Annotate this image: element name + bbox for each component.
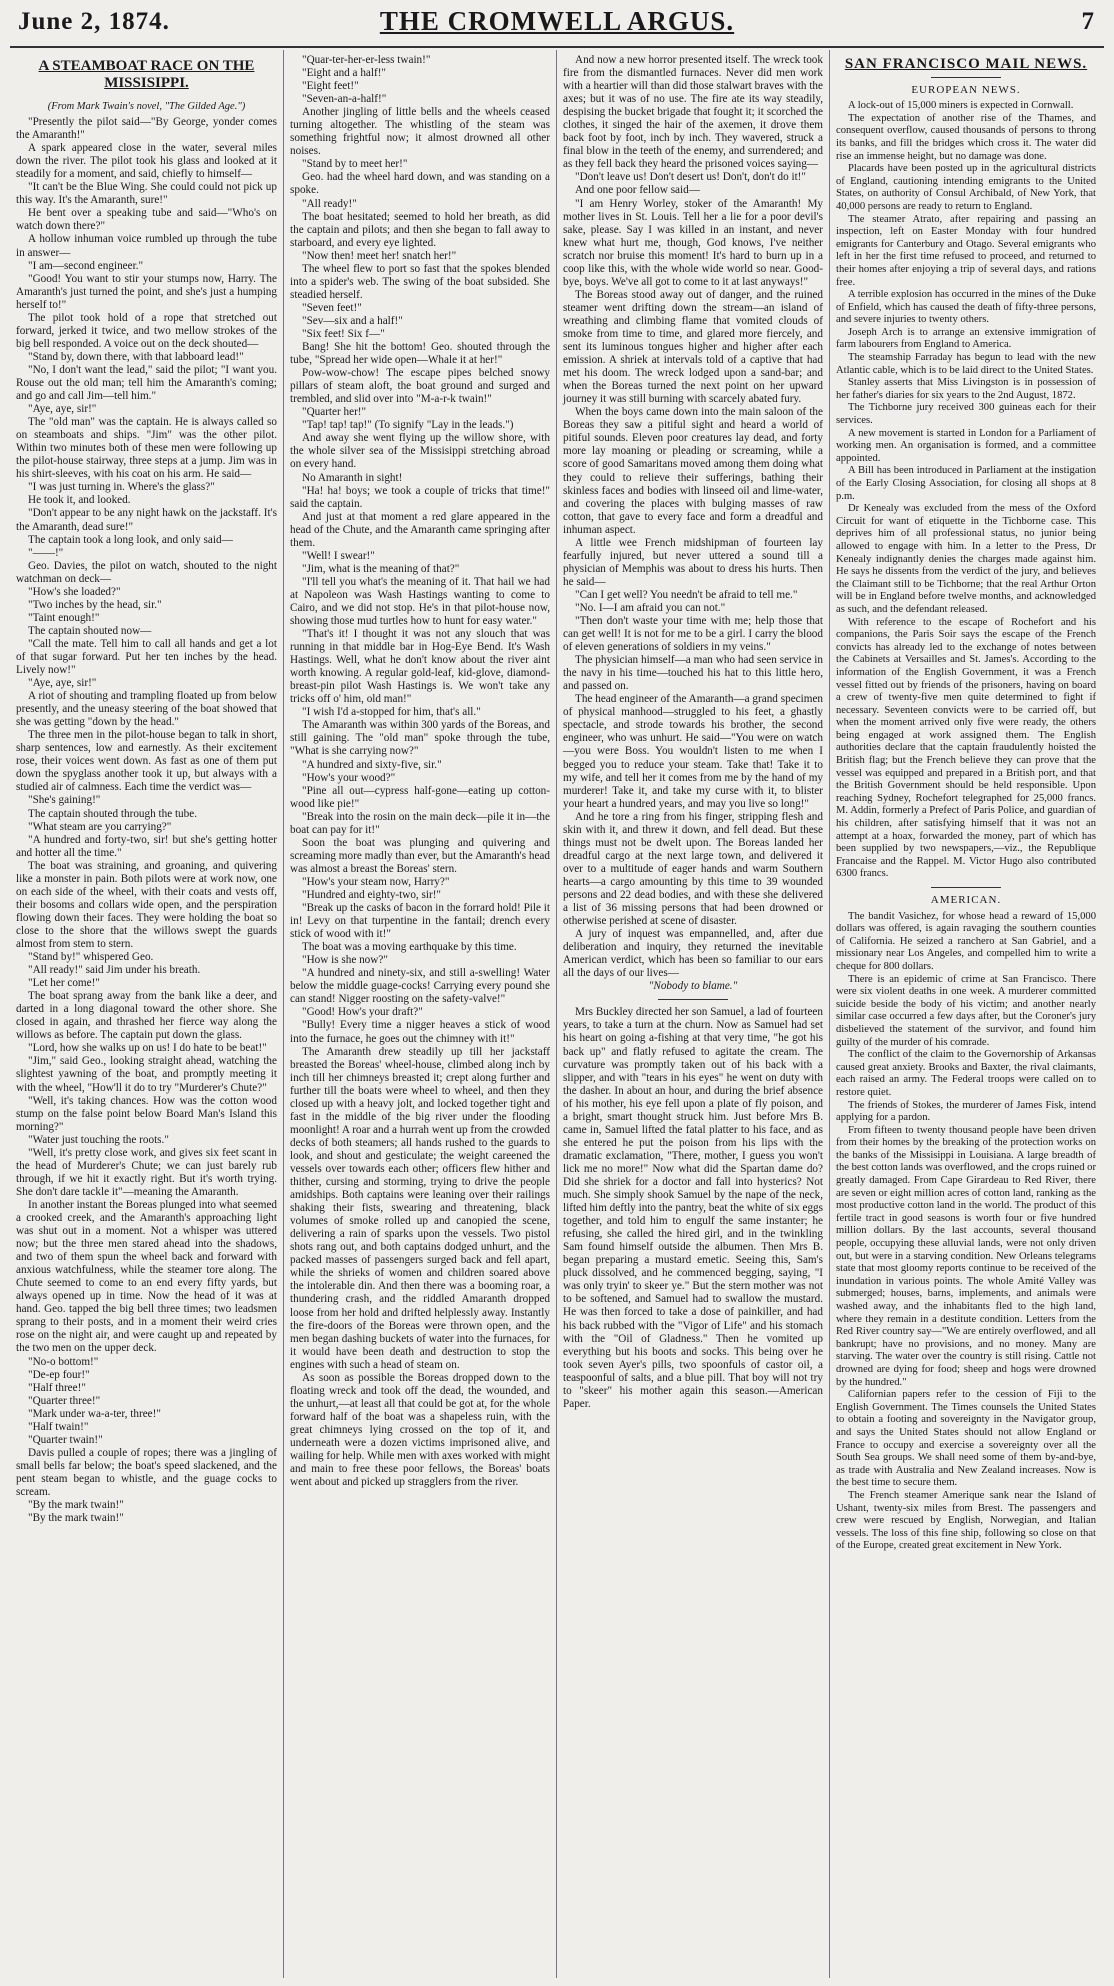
paragraph: And now a new horror presented itself. The wreck took fire from the dismantled furnaces. Never did men work with a heartier will than did those stalwart braves with the axes; but it was of no use. The fire ate its way steadily, despising the bucket brigade that fought it; it scorched the clothes, it singed the hair of the axemen, it drove them back foot by foot, inch by inch. They wavered, struck a final blow in the teeth of the enemy, and surrendered; and as they fell back they heard the prisoned voices saying— <box>563 54 823 171</box>
paragraph: "Can I get well? You needn't be afraid to tell me." <box>575 588 798 601</box>
paragraph: "I'll tell you what's the meaning of it. That hail we had at Napoleon was Wash Hastings wanting to come to Cairo, and we did not stop. He's in that pilot-house now, showing those mud turtles how to hunt for easy water." <box>290 575 550 628</box>
paragraph: "No. I—I am afraid you can not." <box>575 601 726 614</box>
paragraph: "No-o bottom!" <box>28 1355 99 1368</box>
paragraph: Geo. Davies, the pilot on watch, shouted to the night watchman on deck— <box>16 559 277 585</box>
paragraph: "Half three!" <box>28 1381 86 1394</box>
column-4 <box>829 50 1102 1978</box>
article-body-continued <box>290 54 550 1489</box>
paragraph: "No, I don't want the lead," said the pilot; "I want you. Rouse out the old man; tell him the Amaranth's coming; and go and call Jim—tell him." <box>16 363 277 403</box>
news-item: The steamer Atrato, after repairing and passing an inspection, left on Easter Monday with four hundred emigrants for Canterbury and Otago. Several emigrants who left in her the first time refused to proceed, and returned to their homes after enjoying a trip of several days, and rations free. <box>836 213 1096 288</box>
page-number: 7 <box>1081 8 1094 35</box>
paragraph: The boat was a moving earthquake by this time. <box>302 941 517 954</box>
paragraph: The "old man" was the captain. He is always called so on steamboats and ships. "Jim" was the other pilot. Within two minutes both of these men were following up the pilot-house stairway, three steps at a jump. Jim was in his shirt-sleeves, with his coat on his arm. He said— <box>16 416 277 481</box>
paragraph: "Break into the rosin on the main deck—pile it in—the boat can pay for it!" <box>290 810 550 836</box>
paragraph: "All ready!" <box>302 197 357 210</box>
american-news-body <box>836 911 1096 1553</box>
paragraph: The captain took a long look, and only said— <box>28 533 233 546</box>
paragraph: "Well, it's pretty close work, and gives six feet scant in the head of Murderer's Chute; we can just barely rub through, if we hit it exactly right. But it's worth trying. She don't dare tackle it"—meaning the Amaranth. <box>16 1146 277 1198</box>
paragraph: "A hundred and ninety-six, and still a-swelling! Water below the middle guage-cocks! Carrying every pound she can stand! Nigger roosting on the safety-valve!" <box>290 967 550 1006</box>
newspaper-title: THE CROMWELL ARGUS. <box>379 6 735 36</box>
story-paragraph: Mrs Buckley directed her son Samuel, a lad of fourteen years, to take a turn at the churn. Now as Samuel had set his heart on going a-fishing at that very time, "he got his back up" and flatly refused to agitate the cream. The curvature was promptly taken out of his back with a slipper, and with "tears in his eyes" he went on duty with the dasher. In about an hour, and during the brief absence of his mother, his eye fell upon a plate of fly poison, and a bright, smart thought struck him. Just before Mrs B. came in, Samuel lifted the fatal platter to his face, and as she entered he put the poison from his lips with the dramatic exclamation, "There, mother, I guess you won't lick me no more!" Now what did the Spartan dame do? Did she shriek for a doctor and fall into hysterics? Not much. She simply shook Samuel by the nape of the neck, lifted him deftly into the pantry, beat the white of six eggs together, and told him to engulf the same instanter; he refusing, she called the hired girl, and in the twinkling Sam found himself outside the albumen. Then Mrs B. began preparing a mustard emetic. Seeing this, Sam's pluck dissolved, and he commenced begging, saying, "I was only tryin' to skeer ye." But the stern mother was not to be softened, and Samuel had to swallow the mustard. He was then forced to take a dose of painkiller, and had his back rubbed with the "Vigor of Life" and his stomach with the "Oil of Gladness." Then he vomited up everything but his boots and socks. This being over he took seven Ayer's pills, two spoonfuls of castor oil, a teaspoonful of salts, and a blue pill. That boy will not try to "skeer" his mother again this season.—American Paper. <box>563 1006 823 1410</box>
news-item: There is an epidemic of crime at San Francisco. There were six violent deaths in one week. A murderer committed suicide beside the body of his victim; and another nearly similar case occurred a few days after, but the Coroner's jury disbelieved the statement of the survivor, and found him guilty of the murder of his comrade. <box>836 973 1096 1048</box>
paragraph: "It can't be the Blue Wing. She could could not pick up this way. It's the Amaranth, sure!" <box>16 181 277 207</box>
issue-date: June 2, 1874. <box>18 8 170 35</box>
paragraph: "Well, it's taking chances. How was the cotton wood stump on the false point below Board Man's Island this morning?" <box>16 1094 277 1133</box>
paragraph: "Let her come!" <box>28 977 100 990</box>
paragraph: A spark appeared close in the water, several miles down the river. The pilot took his glass and looked at it steadily for a moment, and said, chiefly to himself— <box>16 142 277 181</box>
paragraph: "I am—second engineer." <box>28 259 144 272</box>
paragraph: "Break up the casks of bacon in the forrard hold! Pile it in! Levy on that turpentine in the fantail; drench every stick of wood with it!" <box>290 902 550 941</box>
paragraph: The physician himself—a man who had seen service in the navy in his time—touched his hat to this little hero, and passed on. <box>563 654 823 693</box>
paragraph: The pilot took hold of a rope that stretched out forward, jerked it twice, and two mellow strokes of the big bell responded. A voice out on the deck shouted— <box>16 311 277 350</box>
news-item: The Tichborne jury received 300 guineas each for their services. <box>836 402 1096 427</box>
news-item: Stanley asserts that Miss Livingston is in possession of her father's diaries for six years to the 2nd August, 1872. <box>836 377 1096 401</box>
paragraph: In another instant the Boreas plunged into what seemed a crooked creek, and the Amaranth's approaching light was shut out in a moment. Not a whisper was uttered now; but the three men stared ahead into the shadows, and two of them spun the wheel back and forward with anxious watchfulness, while the steamer tore along. The Chute seemed to come to an end every fifty yards, but always opened up in time. Now the head of it was at hand. Geo. tapped the big bell three times; two leadsmen sprang to their posts, and in a moment their weird cries rose on the night air, and were caught up and repeated by the two men on the upper deck. <box>16 1198 277 1355</box>
news-item: Californian papers refer to the cession of Fiji to the English Government. The Times counsels the United States to obtain a footing and sovereignty in the Navigator group, and says the United States should not allow England or France to occupy and exercise a sovereignty over all the South Sea groups. We shall need some of them by-and-bye, as trade with Australia and New Zealand increases. Now is the best time to secure them. <box>836 1389 1096 1489</box>
news-item: The bandit Vasichez, for whose head a reward of 15,000 dollars was offered, is again ravaging the southern counties of California. He seized a ranchero at San Gabriel, and a missionary near Los Angeles, and compelled him to write a cheque for 800 dollars. <box>836 910 1096 972</box>
paragraph: "She's gaining!" <box>28 794 101 807</box>
paragraph: "What steam are you carrying?" <box>28 820 172 833</box>
paragraph: The boat was straining, and groaning, and quivering like a monster in pain. Both pilots were at work now, one on each side of the wheel, with their coats and vests off, their bosoms and collars wide open, and the perspiration flowing down their faces. They were holding the boat so close to the shore that the willows swept the guards almost from stem to stern. <box>16 859 277 950</box>
article-headline: A STEAMBOAT RACE ON THE MISSISIPPI. <box>38 58 255 91</box>
paragraph: "Stand by, down there, with that labboard lead!" <box>28 350 244 363</box>
paragraph: "Mark under wa-a-ter, three!" <box>28 1407 161 1420</box>
news-item: A new movement is started in London for a Parliament of working men. An organisation is formed, and a committee appointed. <box>836 427 1096 464</box>
paragraph: "——!" <box>28 546 64 559</box>
paragraph: A jury of inquest was empannelled, and, after due deliberation and inquiry, they returned the inevitable American verdict, which has been so familiar to our ears all the days of our lives— <box>563 928 823 980</box>
paragraph: "Taint enough!" <box>28 611 100 624</box>
paragraph: The three men in the pilot-house began to talk in short, sharp sentences, low and earnestly. As their excitement rose, their voices went down. As fast as one of them put down the spyglass another took it up, but always with a studied air of calmness. Each time the verdict was— <box>16 729 277 794</box>
paragraph: He bent over a speaking tube and said—"Who's on watch down there?" <box>16 207 277 233</box>
paragraph: And he tore a ring from his finger, stripping flesh and skin with it, and threw it down, and fell dead. But these things must not be dwelt upon. The Boreas landed her dreadful cargo at the next large town, and delivered it over to a multitude of eager hands and warm Southern hearts—a cargo amounting by this time to 39 wounded persons and 22 dead bodies, and with these she delivered a list of 36 missing persons that had been drowned or otherwise perished at scene of disaster. <box>563 810 823 928</box>
paragraph: "Jim, what is the meaning of that?" <box>302 562 460 575</box>
paragraph: "Six feet! Six f—" <box>302 327 385 340</box>
article-body-conclusion <box>563 54 823 993</box>
paragraph: "Eight and a half!" <box>302 67 386 80</box>
news-item: The steamship Farraday has begun to lead with the new Atlantic cable, which is to be laid direct to the United States. <box>836 352 1096 376</box>
paragraph: "How's your wood?" <box>302 771 396 784</box>
paragraph: "Well! I swear!" <box>302 549 375 562</box>
paragraph: "By the mark twain!" <box>28 1512 124 1525</box>
paragraph: A riot of shouting and trampling floated up from below presently, and the uneasy steering of the boat showed that she was getting "down by the head." <box>16 690 277 729</box>
paragraph: "I was just turning in. Where's the glass?" <box>28 481 215 494</box>
paragraph: "That's it! I thought it was not any slouch that was running in that middle bar in Hog-Eye Bend. It's Wash Hastings. Well, what he don't know about the river aint worth knowing. A regular gold-leaf, kid-glove, diamond-breast-pin pilot Wash Hastings is. We won't take any tricks off o' him, old man!" <box>290 628 550 706</box>
article-source: (From Mark Twain's novel, "The Gilded Age.") <box>47 101 246 112</box>
paragraph: Bang! She hit the bottom! Geo. shouted through the tube, "Spread her wide open—Whale it at her!" <box>290 341 550 367</box>
divider <box>658 999 728 1000</box>
column-2 <box>283 50 556 1978</box>
paragraph: No Amaranth in sight! <box>302 471 403 484</box>
european-news-heading: EUROPEAN NEWS. <box>911 83 1021 96</box>
paragraph: The wheel flew to port so fast that the spokes blended into a spider's web. The swing of the boat subsided. She steadied herself. <box>290 262 550 301</box>
paragraph: "Stand by to meet her!" <box>302 158 408 171</box>
paragraph: "I wish I'd a-stopped for him, that's all." <box>302 706 481 719</box>
paragraph: The Amaranth was within 300 yards of the Boreas, and still gaining. The "old man" spoke through the tube, "What is she carrying now?" <box>290 719 550 758</box>
paragraph: Davis pulled a couple of ropes; there was a jingling of small bells far below; the boat's speed slackened, and the pent steam began to whistle, and the guage cocks to scream. <box>16 1446 277 1498</box>
paragraph: And just at that moment a red glare appeared in the head of the Chute, and the Amaranth came springing after them. <box>290 510 550 549</box>
paragraph: "Eight feet!" <box>302 80 359 93</box>
paragraph: Another jingling of little bells and the wheels ceased turning altogether. The whistling of the steam was something frightful now; it almost drowned all other noises. <box>290 106 550 158</box>
paragraph: "Water just touching the roots." <box>28 1133 169 1146</box>
paragraph: "Good! How's your draft?" <box>302 1006 423 1019</box>
paragraph: A hollow inhuman voice rumbled up through the tube in answer— <box>16 233 277 259</box>
paragraph: The Amaranth drew steadily up till her jackstaff breasted the Boreas' wheel-house, climbed along inch by inch till her chimneys breasted it; crept along further and further till the boats were wheel to wheel, and then they closed up with a heavy jolt, and locked together tight and fast in the middle of the big river under the flooding moonlight! A roar and a hurrah went up from the crowded decks of both steamers; all hands rushed to the guards to look, and shout and gesticulate; the weight careened the vessels over towards each other; officers flew hither and thither, cursing and storming, trying to drive the people amidships. Both captains were leaning over their railings shaking their fists, swearing and threatening, black volumes of smoke rolled up and canopied the scene, delivering a rain of sparks upon the vessels. Two pistol shots rang out, and both captains dodged unhurt, and the packed masses of passengers surged back and fell apart, while the shrieks of women and children soared above the intolerable din. And then there was a booming roar, a thundering crash, and the riddled Amaranth dropped loose from her hold and drifted helplessly away. Instantly the fire-doors of the Boreas were thrown open, and the men began dashing buckets of water into the furnaces, for it would have been death and destruction to stop the engines with such a head of steam on. <box>290 1045 550 1371</box>
paragraph: "Ha! ha! boys; we took a couple of tricks that time!" said the captain. <box>290 484 550 510</box>
masthead <box>10 0 1104 48</box>
paragraph: "Stand by!" whispered Geo. <box>28 951 154 964</box>
news-item: With reference to the escape of Rochefort and his companions, the Paris Soir says the escape of the French convicts has already led to the exchange of notes between the Cabinets at Versailles and St. James's. According to the information of the English Government, it was a French vessel fitted out by friends of the prisoners, having on board a crew of twenty-five men quite determined to fight if necessary. Seventeen convicts were to be carried off, but when the moment arrived only five were ready, the others being engaged at work assigned them. The English authorities declare that the captain fraudulently hoisted the British flag; but the French believe they can prove that the vessel was equipped and prepared in a British port, and that the British Government should be held responsible. Upon reaching Sydney, Rochefort telegraphed for 25,000 francs. M. Addin, formerly a Prefect of Paris Police, and guardian of his children, after satisfying himself that it was not an attempt at a hoax, forwarded the money, part of which has been supplied by two newspapers,—viz., the Republique Francaise and the Rappel. M. Victor Hugo also contributed 6300 francs. <box>836 616 1096 880</box>
paragraph: The boat hesitated; seemed to hold her breath, as did the captain and pilots; and then she began to fall away to starboard, and every eye lighted. <box>290 210 550 249</box>
news-item: From fifteen to twenty thousand people have been driven from their homes by the breaking of the protection works on the banks of the Missisippi in Louisiana. A large breadth of the best cotton lands was overflowed, and the crops ruined or greatly damaged. From Cape Girardeau to Red River, there are seven or eight million acres of cotton land, ranking as the most productive cotton land in the world. The product of this fertile tract in good seasons is worth four or five hundred million dollars. By the last accounts, several thousand people, occupying these alluvial lands, were not only driven out, but were in a starving condition. New Orleans telegrams state that most gloomy reports continue to be received of the inundation in various points. The whole Amité Valley was submerged; houses, barns, implements, and animals were washed away, and the inhabitants fled to the high land, where they remain in a destitute condition. Letters from the Red River country say—"We are entirely overflowed, and all bankrupt; have no provisions, and no money. Many are starving. The water over the country is still rising. Cattle not drowned are dying for food; sheep and hogs were drowned by the hundred." <box>836 1124 1096 1388</box>
paragraph: The boat sprang away from the bank like a deer, and darted in a long diagonal toward the other shore. She closed in again, and thrashed her fierce way along the willows as before. The captain put down the glass. <box>16 990 277 1042</box>
paragraph: "Quarter her!" <box>302 406 367 419</box>
paragraph: And one poor fellow said— <box>575 184 700 197</box>
paragraph: "Bully! Every time a nigger heaves a stick of wood into the furnace, he goes out the chimney with it!" <box>290 1019 550 1045</box>
paragraph: As soon as possible the Boreas dropped down to the floating wreck and took off the dead, the wounded, and the unhurt,—at least all that could be got at, for the whole forward half of the boat was a shapeless ruin, with the great chimneys lying crossed on the top of it, and underneath were a dozen victims imprisoned alive, and wailing for help. While men with axes worked with might and main to free these poor fellows, the Boreas' boats went about and picked up stragglers from the river. <box>290 1371 550 1489</box>
paragraph: When the boys came down into the main saloon of the Boreas they saw a pitiful sight and heard a world of pitiful sounds. Eleven poor creatures lay dead, and forty more lay moaning or pleading or screaming, while a score of good Samaritans moved among them doing what they could to relieve their sufferings, bathing their skinless faces and bodies with linseed oil and lime-water, and covering the places with bulging masses of raw cotton, that gave to every face and form a dreadful and inhuman aspect. <box>563 406 823 536</box>
paragraph: The Boreas stood away out of danger, and the ruined steamer went drifting down the stream—an island of wreathing and climbing flame that vomited clouds of smoke from time to time, and glared more fiercely, and sent its luminous tongues higher and higher after each emission. A shriek at intervals told of a captive that had met his doom. The wreck lodged upon a sand-bar; and when the Boreas turned the next point on her upward journey it was still burning with scarcely abated fury. <box>563 288 823 406</box>
news-item: A Bill has been introduced in Parliament at the instigation of the Early Closing Association, for closing all shops at 8 p.m. <box>836 465 1096 502</box>
paragraph: "Two inches by the head, sir." <box>28 598 162 611</box>
news-item: The expectation of another rise of the Thames, and consequent overflow, caused thousands of persons to throng its banks, and fill the bridges which cross it. The water did rise an immense height, but no damage was done. <box>836 112 1096 162</box>
paragraph: "Don't appear to be any night hawk on the jackstaff. It's the Amaranth, dead sure!" <box>16 507 277 533</box>
paragraph: "Now then! meet her! snatch her!" <box>302 249 457 262</box>
american-news-heading: AMERICAN. <box>930 894 1002 906</box>
paragraph: "A hundred and sixty-five, sir." <box>302 758 442 771</box>
paragraph: "Then don't waste your time with me; help those that can get well! It is not for me to be a girl. I carry the blood of eleven generations of soldiers in my veins." <box>563 615 823 654</box>
article-body <box>16 116 277 1525</box>
news-item: A lock-out of 15,000 miners is expected in Cornwall. <box>848 100 1074 112</box>
column-3 <box>556 50 829 1978</box>
news-item: A terrible explosion has occurred in the mines of the Duke of Enfield, which has caused the death of fifty-three persons, and severe injuries to twenty others. <box>836 289 1096 326</box>
column-1 <box>10 50 283 1978</box>
paragraph: Geo. had the wheel hard down, and was standing on a spoke. <box>290 171 550 197</box>
paragraph: "Pine all out—cypress half-gone—eating up cotton-wood like pie!" <box>290 784 550 810</box>
paragraph: "A hundred and forty-two, sir! but she's getting hotter and hotter all the time." <box>16 833 277 859</box>
paragraph: "By the mark twain!" <box>28 1499 124 1512</box>
news-item: Dr Kenealy was excluded from the mess of the Oxford Circuit for want of etiquette in the Tichborne case. This deprives him of all professional status, no junior being allowed to engage with him. In a letter to the Press, Dr Kenealy indignantly denies the charges made against him. He says he dissents from the verdict of the jury, and believes the Claimant still to be Tichborne; that the real Arthur Orton will be in England before twelve months, and acknowledged as such, and the defendant released. <box>836 503 1096 615</box>
paragraph: "Aye, aye, sir!" <box>28 677 97 690</box>
paragraph: "I am Henry Worley, stoker of the Amaranth! My mother lives in St. Louis. Tell her a lie for a poor devil's sake, please. Say I was killed in an instant, and never knew what hurt me, though, God knows, I've neither scratch nor bruise this moment! It's hard to burn up in a coop like this, with the whole wide world so near. Good-bye, boys. We've all got to come to it at last anyways!" <box>563 197 823 288</box>
paragraph: "Good! You want to stir your stumps now, Harry. The Amaranth's just turned the point, and she's just a humping herself to!" <box>16 272 277 311</box>
paragraph: "De-ep four!" <box>28 1368 90 1381</box>
paragraph: "Jim," said Geo., looking straight ahead, watching the slightest yawning of the boat, and promptly meeting it with the wheel, "How'll it do to try "Murderer's Chute?" <box>16 1055 277 1094</box>
paragraph: He took it, and looked. <box>28 494 131 507</box>
paragraph: "Half twain!" <box>28 1420 89 1433</box>
divider <box>931 887 1001 888</box>
paragraph: "Quarter twain!" <box>28 1433 103 1446</box>
paragraph: Pow-wow-chow! The escape pipes belched snowy pillars of steam aloft, the boat ground and surged and trembled, and slid over into "M-a-r-k twain!" <box>290 367 550 406</box>
paragraph: A little wee French midshipman of fourteen lay fearfully injured, but never uttered a sound till a physician of Memphis was about to dress his hurts. Then he said— <box>563 536 823 588</box>
paragraph: "Tap! tap! tap!" (To signify "Lay in the leads.") <box>302 419 514 432</box>
european-news-body <box>836 100 1096 881</box>
news-item: Placards have been posted up in the agricultural districts of England, cautioning intending emigrants to the United States, on authority of Consul Archibald, of New York, that 40,000 persons are ready to return to England. <box>836 163 1096 212</box>
paragraph: Soon the boat was plunging and quivering and screaming more madly than ever, but the Amaranth's head was almost a breast the Boreas' stern. <box>290 836 550 875</box>
paragraph: The captain shouted now— <box>28 624 152 637</box>
news-item: The conflict of the claim to the Governorship of Arkansas caused great anxiety. Brooks and Baxter, the rival claimants, each raised an army. The Federal troops were called on to restore quiet. <box>836 1049 1096 1098</box>
paragraph: "Aye, aye, sir!" <box>28 403 97 416</box>
divider <box>931 77 1001 78</box>
paragraph: "Seven feet!" <box>302 301 362 314</box>
paragraph: "Seven-an-a-half!" <box>302 93 387 106</box>
news-item: The French steamer Amerique sank near the Island of Ushant, twenty-six miles from Brest. The passengers and crew were rescued by English, Norwegian, and Italian vessels. The loss of this fine ship, following so close on that of the Europe, created great excitement in New York. <box>836 1489 1096 1552</box>
paragraph: "Nobody to blame." <box>648 980 738 993</box>
paragraph: "Quarter three!" <box>28 1394 101 1407</box>
news-item: Joseph Arch is to arrange an extensive immigration of farm labourers from England to America. <box>836 326 1096 351</box>
paragraph: The head engineer of the Amaranth—a grand specimen of physical manhood—struggled to his feet, a ghastly spectacle, and strode towards his brother, the second engineer, who was unhurt. He said—"You were on watch—you were Boss. You wouldn't listen to me when I begged you to reduce your steam. Take that! Take it to my wife, and tell her it comes from me by the hand of my murderer! Take it, and take my curse with it, to blister your heart a hundred years, and may you live so long!" <box>563 693 823 810</box>
paragraph: "All ready!" said Jim under his breath. <box>28 964 201 977</box>
paragraph: The captain shouted through the tube. <box>28 807 198 820</box>
columns <box>10 50 1104 1978</box>
paragraph: "Call the mate. Tell him to call all hands and get a lot of that sugar forward. Put her ten inches by the head. Lively now!" <box>16 637 277 677</box>
paragraph: "How is she now?" <box>302 954 388 967</box>
paragraph: "Don't leave us! Don't desert us! Don't, don't do it!" <box>575 171 806 184</box>
news-item: The friends of Stokes, the murderer of James Fisk, intend applying for a pardon. <box>836 1099 1096 1124</box>
paragraph: "How's she loaded?" <box>28 585 121 598</box>
paragraph: "Lord, how she walks up on us! I do hate to be beat!" <box>28 1042 267 1055</box>
paragraph: "Hundred and eighty-two, sir!" <box>302 889 442 901</box>
paragraph: "How's your steam now, Harry?" <box>302 875 450 888</box>
paragraph: And away she went flying up the willow shore, with the whole silver sea of the Missisippi stretching abroad on every hand. <box>290 432 550 471</box>
paragraph: "Presently the pilot said—"By George, yonder comes the Amaranth!" <box>16 116 277 142</box>
section-title: SAN FRANCISCO MAIL NEWS. <box>844 56 1088 72</box>
paragraph: "Quar-ter-her-er-less twain!" <box>302 54 431 66</box>
paragraph: "Sev—six and a half!" <box>302 314 403 327</box>
